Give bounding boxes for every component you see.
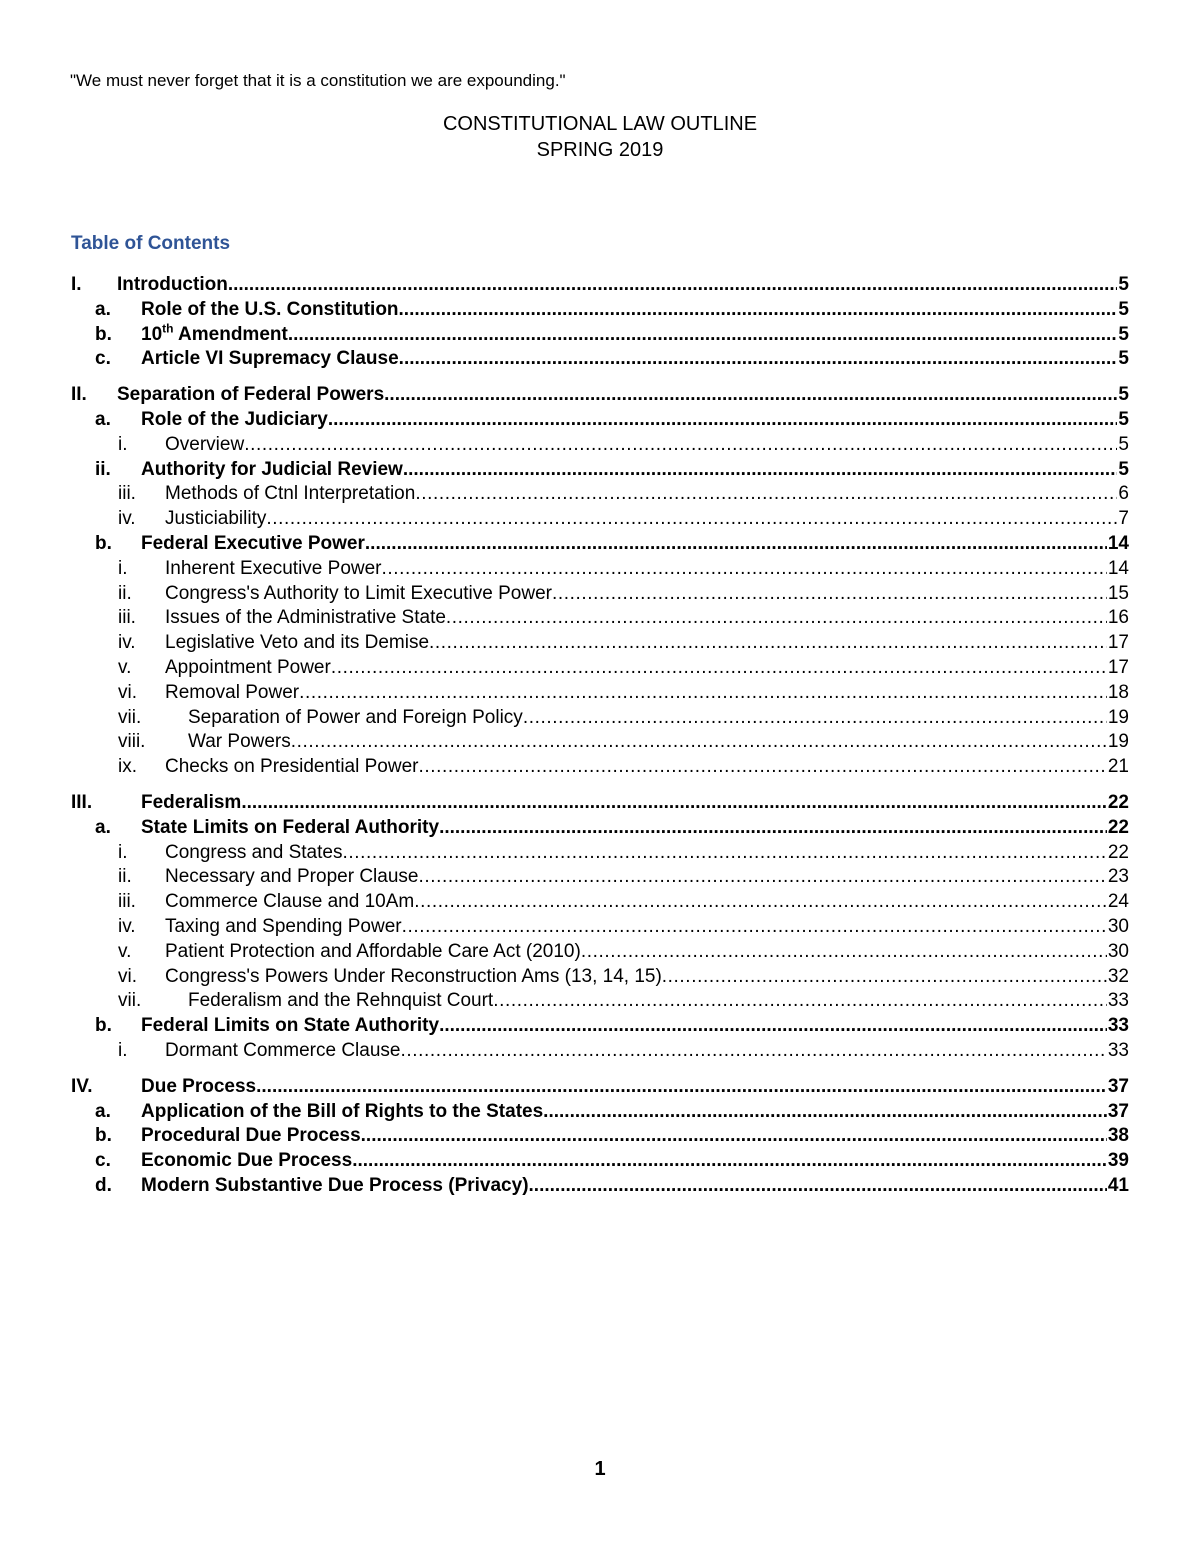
- toc-entry-number: c.: [95, 348, 111, 370]
- toc-entry-page: 5: [1118, 433, 1129, 455]
- toc-entry-label: Dormant Commerce Clause: [165, 1039, 401, 1061]
- dot-leader: [331, 657, 1107, 679]
- toc-entry-separation-of-powers[interactable]: [71, 384, 1129, 409]
- dot-leader: [342, 842, 1106, 864]
- dot-leader: [399, 299, 1118, 321]
- dot-leader: [382, 558, 1107, 580]
- toc-entry-due-process[interactable]: [71, 1076, 1129, 1101]
- toc-entry-number: i.: [118, 557, 128, 579]
- toc-entry-economic-due-process[interactable]: [71, 1150, 1129, 1175]
- toc-entry-number: c.: [95, 1150, 111, 1172]
- toc-entry-number: iii.: [118, 891, 136, 913]
- toc-entry-label: Article VI Supremacy Clause: [141, 348, 399, 370]
- toc-entry-federal-limits[interactable]: [71, 1015, 1129, 1040]
- dot-leader: [581, 941, 1107, 963]
- toc-entry-page: 33: [1107, 1039, 1129, 1061]
- toc-entry-page: 33: [1107, 1015, 1129, 1037]
- toc-entry-page: 39: [1107, 1150, 1129, 1172]
- toc-entry-administrative-state[interactable]: [71, 607, 1129, 632]
- page-number: 1: [594, 1458, 606, 1480]
- toc-entry-introduction[interactable]: [71, 274, 1129, 299]
- toc-entry-page: 6: [1118, 483, 1129, 505]
- dot-leader: [493, 990, 1107, 1012]
- toc-entry-bill-of-rights[interactable]: [71, 1101, 1129, 1126]
- dot-leader: [241, 792, 1107, 814]
- toc-entry-page: 22: [1107, 816, 1129, 838]
- toc-entry-label: Methods of Ctnl Interpretation: [165, 483, 416, 505]
- toc-entry-number: ix.: [118, 756, 137, 778]
- toc-entry-number: vi.: [118, 965, 137, 987]
- toc-entry-number: iv.: [118, 508, 136, 530]
- toc-entry-page: 7: [1118, 508, 1129, 530]
- toc-entry-appointment-power[interactable]: [71, 657, 1129, 682]
- toc-entry-label: Modern Substantive Due Process (Privacy): [141, 1174, 529, 1196]
- toc-entry-page: 24: [1107, 891, 1129, 913]
- toc-entry-page: 5: [1118, 274, 1129, 295]
- dot-leader: [365, 533, 1107, 555]
- toc-entry-justiciability[interactable]: [71, 508, 1129, 533]
- toc-entry-affordable-care-act[interactable]: [71, 941, 1129, 966]
- toc-entry-number: a.: [95, 1100, 111, 1122]
- toc-entry-label: Congress's Authority to Limit Executive Power: [165, 582, 552, 604]
- dot-leader: [402, 916, 1107, 938]
- toc-entry-federalism[interactable]: [71, 792, 1129, 817]
- toc-entry-page: 33: [1107, 990, 1129, 1012]
- dot-leader: [299, 682, 1107, 704]
- toc-entry-page: 38: [1107, 1125, 1129, 1147]
- toc-entry-number: viii.: [118, 731, 146, 753]
- toc-entry-number: b.: [95, 1015, 112, 1037]
- toc-entry-congress-and-states[interactable]: [71, 842, 1129, 867]
- toc-entry-number: vi.: [118, 681, 137, 703]
- dot-leader: [429, 632, 1107, 654]
- toc-entry-page: 17: [1107, 656, 1129, 678]
- toc-entry-necessary-proper[interactable]: [71, 866, 1129, 891]
- toc-entry-number: i.: [118, 841, 128, 863]
- toc-entry-page: 23: [1107, 866, 1129, 888]
- toc-entry-number: vii.: [118, 990, 142, 1012]
- toc-entry-page: 37: [1107, 1100, 1129, 1122]
- toc-entry-label: Federal Executive Power: [141, 532, 365, 554]
- toc-entry-page: 5: [1118, 408, 1129, 430]
- toc-entry-number: v.: [118, 656, 132, 678]
- toc-entry-label: Role of the Judiciary: [141, 408, 328, 430]
- toc-entry-label: Removal Power: [165, 681, 300, 703]
- toc-entry-label: Application of the Bill of Rights to the States: [141, 1100, 544, 1122]
- toc-entry-number: v.: [118, 940, 132, 962]
- toc-entry-label: Due Process: [141, 1075, 257, 1097]
- toc-entry-state-limits[interactable]: [71, 817, 1129, 842]
- toc-entry-page: 37: [1107, 1075, 1129, 1097]
- dot-leader: [414, 891, 1107, 913]
- toc-entry-page: 5: [1118, 348, 1129, 370]
- toc-entry-page: 17: [1107, 632, 1129, 654]
- toc-entry-label: Separation of Federal Powers: [117, 384, 385, 406]
- toc-entry-page: 19: [1107, 706, 1129, 728]
- toc-entry-page: 14: [1107, 532, 1129, 554]
- toc-entry-procedural-due-process[interactable]: [71, 1125, 1129, 1150]
- toc-entry-number: b.: [95, 1125, 112, 1147]
- toc-entry-reconstruction-amendments[interactable]: [71, 966, 1129, 991]
- dot-leader: [403, 459, 1118, 481]
- toc-entry-page: 30: [1107, 940, 1129, 962]
- toc-entry-label: Patient Protection and Affordable Care Act (2010): [165, 940, 581, 962]
- toc-entry-page: 41: [1107, 1174, 1129, 1196]
- toc-entry-number: a.: [95, 816, 111, 838]
- toc-entry-label: Congress's Powers Under Reconstruction Ams (13, 14, 15): [165, 965, 662, 987]
- toc-entry-supremacy-clause[interactable]: [71, 348, 1129, 373]
- toc-entry-number: i.: [118, 1039, 128, 1061]
- dot-leader: [415, 483, 1117, 505]
- dot-leader: [328, 409, 1118, 431]
- toc-entry-legislative-veto[interactable]: [71, 632, 1129, 657]
- toc-entry-removal-power[interactable]: [71, 682, 1129, 707]
- toc-entry-page: 16: [1107, 607, 1129, 629]
- dot-leader: [288, 324, 1118, 346]
- dot-leader: [228, 274, 1118, 296]
- toc-entry-number: III.: [71, 791, 93, 813]
- toc-entry-label: Introduction: [117, 274, 228, 295]
- toc-entry-number: iii.: [118, 483, 136, 505]
- document-title: CONSTITUTIONAL LAW OUTLINE: [442, 113, 758, 135]
- toc-entry-number: i.: [118, 433, 128, 455]
- toc-entry-label: Justiciability: [165, 508, 267, 530]
- toc-entry-page: 21: [1107, 756, 1129, 778]
- toc-entry-page: 22: [1107, 791, 1129, 813]
- toc-entry-number: d.: [95, 1174, 112, 1196]
- dot-leader: [529, 1175, 1107, 1197]
- dot-leader: [439, 1015, 1107, 1037]
- toc-entry-page: 18: [1107, 681, 1129, 703]
- toc-entry-label: Separation of Power and Foreign Policy: [188, 706, 523, 728]
- toc-entry-label: Overview: [165, 433, 245, 455]
- dot-leader: [543, 1101, 1107, 1123]
- dot-leader: [244, 434, 1117, 456]
- dot-leader: [361, 1125, 1107, 1147]
- toc-entry-number: ii.: [95, 458, 111, 480]
- toc-entry-label: Federalism and the Rehnquist Court: [188, 990, 494, 1012]
- toc-entry-page: 5: [1118, 298, 1129, 320]
- toc-entry-label: Role of the U.S. Constitution: [141, 298, 399, 320]
- toc-entry-label: 10th Amendment: [141, 321, 288, 345]
- toc-entry-page: 32: [1107, 965, 1129, 987]
- toc-entry-label: Federalism: [141, 791, 242, 813]
- toc-entry-number: b.: [95, 323, 112, 345]
- toc-entry-label: Federal Limits on State Authority: [141, 1015, 440, 1037]
- toc-entry-page: 15: [1107, 582, 1129, 604]
- toc-entry-executive-power[interactable]: [71, 533, 1129, 558]
- toc-entry-congress-limit-executive[interactable]: [71, 583, 1129, 608]
- dot-leader: [552, 583, 1107, 605]
- dot-leader: [523, 707, 1107, 729]
- toc-entry-rehnquist-court[interactable]: [71, 990, 1129, 1015]
- toc-entry-label: Economic Due Process: [141, 1150, 353, 1172]
- toc-entry-number: iii.: [118, 607, 136, 629]
- toc-entry-label: War Powers: [188, 731, 291, 753]
- toc-entry-foreign-policy[interactable]: [71, 707, 1129, 732]
- toc-entry-label: Checks on Presidential Power: [165, 756, 419, 778]
- toc-entry-number: ii.: [118, 866, 132, 888]
- toc-entry-label: Taxing and Spending Power: [165, 915, 402, 937]
- toc-entry-number: iv.: [118, 915, 136, 937]
- toc-entry-label: Authority for Judicial Review: [141, 458, 403, 480]
- toc-entry-commerce-clause[interactable]: [71, 891, 1129, 916]
- toc-entry-label: Inherent Executive Power: [165, 557, 382, 579]
- toc-entry-page: 19: [1107, 731, 1129, 753]
- toc-entry-label: Congress and States: [165, 841, 343, 863]
- toc-entry-number: I.: [71, 274, 82, 295]
- toc-entry-number: a.: [95, 298, 111, 320]
- dot-leader: [352, 1150, 1107, 1172]
- table-of-contents: [71, 274, 1129, 1200]
- toc-entry-number: a.: [95, 408, 111, 430]
- epigraph-quote: "We must never forget that it is a constitution we are expounding.": [70, 71, 566, 90]
- dot-leader: [418, 756, 1106, 778]
- toc-entry-number: IV.: [71, 1075, 93, 1097]
- toc-entry-page: 30: [1107, 915, 1129, 937]
- dot-leader: [439, 817, 1107, 839]
- toc-entry-number: vii.: [118, 706, 142, 728]
- dot-leader: [446, 607, 1107, 629]
- toc-entry-label: Legislative Veto and its Demise: [165, 632, 430, 654]
- toc-entry-page: 14: [1107, 557, 1129, 579]
- toc-entry-substantive-due-process[interactable]: [71, 1175, 1129, 1200]
- toc-entry-dormant-commerce[interactable]: [71, 1040, 1129, 1065]
- dot-leader: [418, 866, 1106, 888]
- toc-entry-number: II.: [71, 384, 87, 406]
- toc-entry-number: iv.: [118, 632, 136, 654]
- toc-entry-page: 5: [1118, 458, 1129, 480]
- toc-entry-page: 5: [1118, 323, 1129, 345]
- dot-leader: [399, 348, 1118, 370]
- toc-heading: Table of Contents: [71, 233, 231, 254]
- toc-entry-judicial-review[interactable]: [71, 459, 1129, 484]
- toc-entry-page: 5: [1118, 384, 1129, 406]
- toc-entry-label: State Limits on Federal Authority: [141, 816, 440, 838]
- toc-entry-checks-presidential-power[interactable]: [71, 756, 1129, 781]
- toc-entry-inherent-executive-power[interactable]: [71, 558, 1129, 583]
- toc-entry-10th-amendment[interactable]: [71, 321, 1129, 349]
- toc-entry-number: ii.: [118, 582, 132, 604]
- dot-leader: [384, 384, 1117, 406]
- toc-entry-methods-interpretation[interactable]: [71, 483, 1129, 508]
- toc-entry-role-of-judiciary[interactable]: [71, 409, 1129, 434]
- toc-entry-page: 22: [1107, 841, 1129, 863]
- document-subtitle: SPRING 2019: [536, 139, 664, 161]
- toc-entry-war-powers[interactable]: [71, 731, 1129, 756]
- dot-leader: [266, 508, 1117, 530]
- dot-leader: [291, 731, 1107, 753]
- toc-entry-label: Necessary and Proper Clause: [165, 866, 419, 888]
- dot-leader: [662, 966, 1107, 988]
- toc-entry-label: Issues of the Administrative State: [165, 607, 446, 629]
- toc-entry-taxing-spending[interactable]: [71, 916, 1129, 941]
- toc-entry-label: Appointment Power: [165, 656, 331, 678]
- toc-entry-label: Procedural Due Process: [141, 1125, 361, 1147]
- toc-entry-overview[interactable]: [71, 434, 1129, 459]
- toc-entry-number: b.: [95, 532, 112, 554]
- toc-entry-role-of-constitution[interactable]: [71, 299, 1129, 324]
- dot-leader: [400, 1040, 1106, 1062]
- toc-entry-label: Commerce Clause and 10Am: [165, 891, 415, 913]
- dot-leader: [256, 1076, 1107, 1098]
